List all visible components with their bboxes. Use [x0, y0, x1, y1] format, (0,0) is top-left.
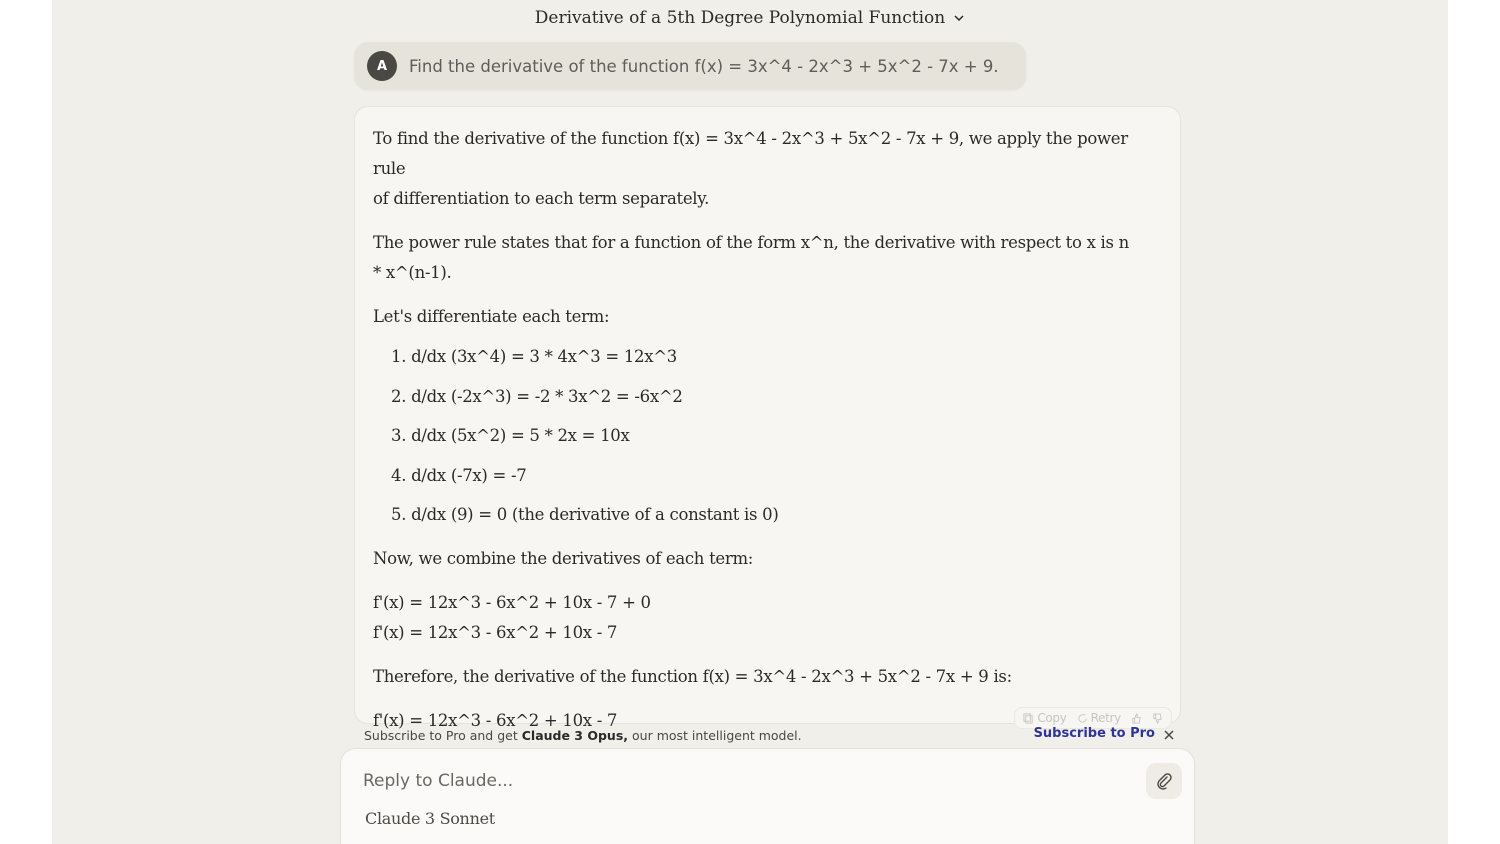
conversation-header: [52, 8, 1448, 28]
thumbs-down-icon: [1152, 713, 1163, 724]
rule-line-1: The power rule states that for a function of the form x^n, the derivative with respect to x is n: [373, 233, 1129, 252]
chevron-down-icon: [953, 12, 965, 24]
banner-model: Claude 3 Opus,: [521, 727, 629, 743]
reply-input[interactable]: [363, 771, 1123, 791]
intro-line-1: To find the derivative of the function f(x) = 3x^4 - 2x^3 + 5x^2 - 7x + 9, we apply the power rule: [373, 129, 1128, 178]
model-selector[interactable]: Claude 3 Sonnet: [365, 809, 495, 828]
thumbs-up-icon: [1131, 713, 1142, 724]
step-item: 1. d/dx (3x^4) = 3 * 4x^3 = 12x^3: [391, 347, 677, 366]
user-message: [354, 42, 1026, 90]
rule-line-2: * x^(n-1).: [373, 263, 452, 282]
attach-button[interactable]: [1146, 763, 1182, 799]
lead-paragraph: Let's differentiate each term:: [373, 307, 610, 326]
steps-list: [373, 342, 1162, 530]
result-line-1: f'(x) = 12x^3 - 6x^2 + 10x - 7 + 0: [373, 593, 651, 612]
composer: [340, 748, 1195, 844]
close-icon[interactable]: [1161, 727, 1177, 743]
step-item: 3. d/dx (5x^2) = 5 * 2x = 10x: [391, 426, 630, 445]
banner-suffix: our most intelligent model.: [632, 727, 802, 743]
retry-icon: [1077, 713, 1088, 724]
combine-paragraph: Now, we combine the derivatives of each term:: [373, 549, 754, 568]
thumbs-down-button[interactable]: [1152, 713, 1163, 724]
copy-button[interactable]: [1023, 711, 1066, 725]
copy-icon: [1023, 713, 1034, 724]
step-item: 5. d/dx (9) = 0 (the derivative of a constant is 0): [391, 505, 779, 524]
user-message-text: Find the derivative of the function f(x) = 3x^4 - 2x^3 + 5x^2 - 7x + 9.: [409, 56, 999, 76]
chat-app: [52, 0, 1448, 844]
conversation-title-button[interactable]: [535, 8, 965, 28]
banner-prefix: Subscribe to Pro and get: [364, 727, 518, 743]
power-rule-paragraph: [373, 228, 1162, 288]
intro-line-2: of differentiation to each term separately.: [373, 189, 710, 208]
retry-button[interactable]: [1077, 711, 1121, 725]
step-item: 2. d/dx (-2x^3) = -2 * 3x^2 = -6x^2: [391, 386, 683, 406]
user-avatar: A: [367, 51, 397, 81]
final-result: f'(x) = 12x^3 - 6x^2 + 10x - 7: [373, 711, 618, 730]
upgrade-banner: [354, 724, 1181, 746]
paperclip-icon: [1155, 772, 1173, 790]
copy-label: Copy: [1037, 711, 1067, 725]
conversation-title: Derivative of a 5th Degree Polynomial Function: [534, 8, 946, 28]
assistant-message: [354, 106, 1181, 730]
subscribe-to-pro-button[interactable]: Subscribe to Pro: [1033, 726, 1155, 741]
retry-label: Retry: [1090, 711, 1121, 725]
step-item: 4. d/dx (-7x) = -7: [391, 465, 527, 485]
intro-paragraph: [373, 124, 1162, 214]
result-line-2: f'(x) = 12x^3 - 6x^2 + 10x - 7: [373, 623, 618, 642]
conclusion-paragraph: Therefore, the derivative of the function f(x) = 3x^4 - 2x^3 + 5x^2 - 7x + 9 is:: [373, 667, 1012, 686]
thumbs-up-button[interactable]: [1131, 713, 1142, 724]
